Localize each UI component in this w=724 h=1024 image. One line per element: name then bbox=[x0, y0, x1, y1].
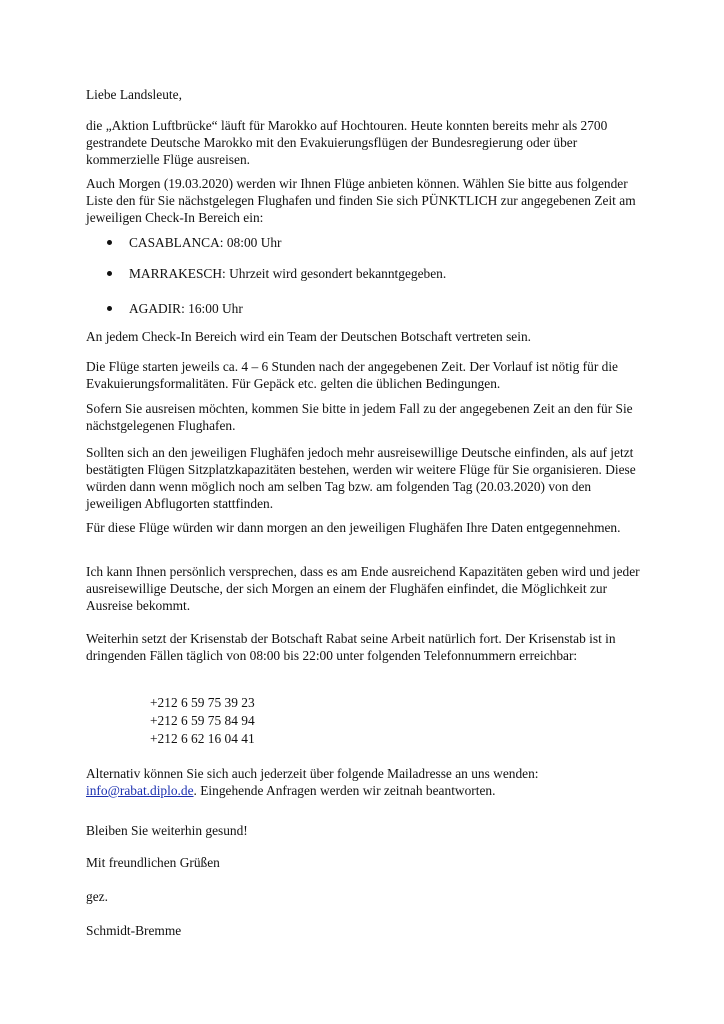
paragraph-data-collection: Für diese Flüge würden wir dann morgen an den jeweiligen Flughäfen Ihre Daten entgegennehmen. bbox=[86, 520, 621, 535]
bullet-icon bbox=[107, 240, 112, 245]
email-link[interactable]: info@rabat.diplo.de bbox=[86, 783, 194, 798]
airport-label: AGADIR: 16:00 Uhr bbox=[129, 301, 243, 316]
phone-number: +212 6 59 75 39 23 bbox=[150, 695, 255, 710]
signature-name: Schmidt-Bremme bbox=[86, 923, 182, 938]
phone-number: +212 6 62 16 04 41 bbox=[150, 731, 255, 746]
closing-greeting: Mit freundlichen Grüßen bbox=[86, 855, 220, 870]
paragraph-arrive-on-time: Sofern Sie ausreisen möchten, kommen Sie bitte in jedem Fall zu der angegebenen Zeit an den für Sie nächstgelegenen Flughafen. bbox=[86, 401, 633, 433]
phone-number-list bbox=[150, 694, 450, 748]
paragraph-capacity-promise: Ich kann Ihnen persönlich versprechen, dass es am Ende ausreichend Kapazitäten geben wird und jeder ausreisewillige Deutsche, der sich Morgen an einem der Flughäfen einfindet, die Möglichkeit zur Ausreise bekommt. bbox=[86, 564, 640, 613]
greeting: Liebe Landsleute, bbox=[86, 87, 182, 102]
airport-label: MARRAKESCH: Uhrzeit wird gesondert bekanntgegeben. bbox=[129, 266, 447, 281]
mail-intro-text: Alternativ können Sie sich auch jederzeit über folgende Mailadresse an uns wenden: bbox=[86, 766, 539, 781]
paragraph-mail-contact bbox=[86, 765, 646, 799]
airport-label: CASABLANCA: 08:00 Uhr bbox=[129, 235, 282, 250]
paragraph-departure-times: Die Flüge starten jeweils ca. 4 – 6 Stunden nach der angegebenen Zeit. Der Vorlauf ist nötig für die Evakuierungsformalitäten. Für Gepäck etc. gelten die üblichen Bedingungen. bbox=[86, 359, 619, 391]
bullet-icon bbox=[107, 306, 112, 311]
paragraph-aktion-luftbruecke: die „Aktion Luftbrücke“ läuft für Marokko auf Hochtouren. Heute konnten bereits mehr als 2700 gestrandete Deutsche Marokko mit den Evakuierungsflügen der Bundesregierung oder über kommerzielle Flüge ausreisen. bbox=[86, 118, 608, 167]
bullet-icon bbox=[107, 271, 112, 276]
paragraph-crisis-team: Weiterhin setzt der Krisenstab der Botschaft Rabat seine Arbeit natürlich fort. Der Krisenstab ist in dringenden Fällen täglich von 08:00 bis 22:00 unter folgenden Telefonnummern erreichbar: bbox=[86, 631, 616, 663]
mail-outro-text: . Eingehende Anfragen werden wir zeitnah beantworten. bbox=[193, 783, 496, 798]
gez-label: gez. bbox=[86, 889, 108, 904]
paragraph-checkin-team: An jedem Check-In Bereich wird ein Team der Deutschen Botschaft vertreten sein. bbox=[86, 329, 532, 344]
paragraph-additional-flights: Sollten sich an den jeweiligen Flughäfen jedoch mehr ausreisewillige Deutsche einfinden, als auf jetzt bestätigten Flügen Sitzplatzkapazitäten bestehen, werden wir weitere Flüge für Sie organisieren. Diese würden dann wenn möglich noch am selben Tag bzw. am folgenden Tag (20.03.2020) von den jeweiligen Abflugorten stattfinden. bbox=[86, 445, 636, 511]
paragraph-flights-tomorrow: Auch Morgen (19.03.2020) werden wir Ihnen Flüge anbieten können. Wählen Sie bitte aus folgender Liste den für Sie nächstgelegen Flughafen und finden Sie sich PÜNKTLICH zur angegebenen Zeit am jeweiligen Check-In Bereich ein: bbox=[86, 176, 636, 225]
closing-wish: Bleiben Sie weiterhin gesund! bbox=[86, 823, 248, 838]
phone-number: +212 6 59 75 84 94 bbox=[150, 713, 255, 728]
